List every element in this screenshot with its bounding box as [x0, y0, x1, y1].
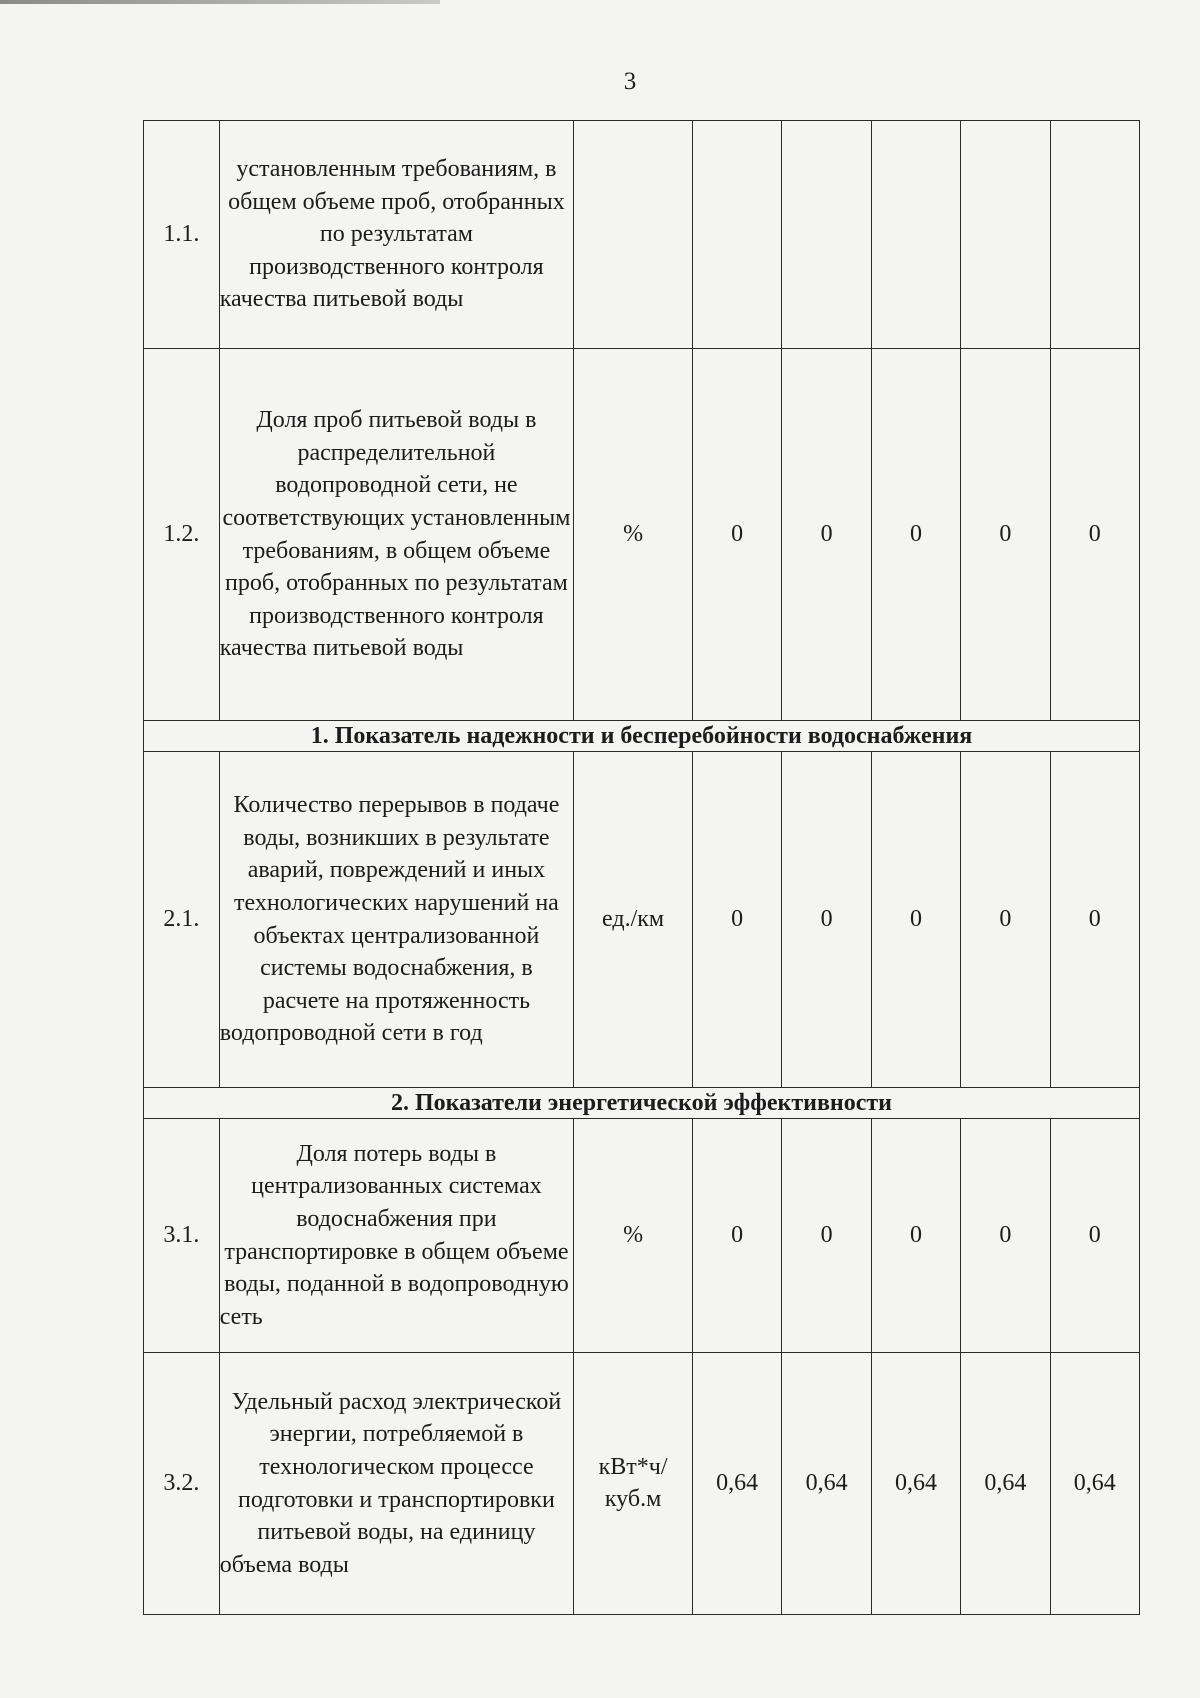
table-row — [144, 349, 1140, 721]
row-number: 1.1. — [144, 121, 220, 349]
indicator-text: Количество перерывов в подаче воды, возникших в результате аварий, повреждений и иных технологических нарушений на объектах централизованной системы водоснабжения, в расчете на протяженность водопроводной сети в год — [219, 752, 573, 1088]
section-row — [144, 721, 1140, 752]
table-row — [144, 1353, 1140, 1615]
value-cell: 0 — [961, 349, 1050, 721]
unit-cell — [574, 121, 693, 349]
value-cell: 0 — [1050, 752, 1139, 1088]
unit-cell: % — [574, 349, 693, 721]
value-cell: 0 — [1050, 1119, 1139, 1353]
value-cell — [1050, 121, 1139, 349]
value-cell: 0 — [871, 349, 960, 721]
indicators-table — [143, 120, 1140, 1615]
value-cell — [782, 121, 871, 349]
section-title: 2. Показатели энергетической эффективности — [144, 1088, 1140, 1119]
value-cell: 0 — [871, 752, 960, 1088]
unit-cell — [574, 1353, 693, 1615]
value-cell — [871, 121, 960, 349]
unit-line: куб.м — [604, 1486, 662, 1513]
unit-cell: ед./км — [574, 752, 693, 1088]
scan-edge — [0, 0, 440, 4]
unit-line: кВт*ч/ — [598, 1454, 668, 1481]
value-cell: 0 — [782, 752, 871, 1088]
value-cell: 0,64 — [961, 1353, 1050, 1615]
value-cell: 0 — [692, 1119, 781, 1353]
section-title: 1. Показатель надежности и бесперебойности водоснабжения — [144, 721, 1140, 752]
table-row — [144, 1119, 1140, 1353]
value-cell: 0 — [692, 752, 781, 1088]
indicator-text: установленным требованиям, в общем объеме проб, отобранных по результатам производственного контроля качества питьевой воды — [219, 121, 573, 349]
row-number: 3.1. — [144, 1119, 220, 1353]
value-cell: 0 — [961, 1119, 1050, 1353]
section-row — [144, 1088, 1140, 1119]
value-cell: 0 — [782, 1119, 871, 1353]
page-number: 3 — [623, 68, 637, 95]
value-cell — [961, 121, 1050, 349]
row-number: 2.1. — [144, 752, 220, 1088]
indicator-text: Удельный расход электрической энергии, потребляемой в технологическом процессе подготовки и транспортировки питьевой воды, на единицу объема воды — [219, 1353, 573, 1615]
value-cell: 0,64 — [1050, 1353, 1139, 1615]
value-cell — [692, 121, 781, 349]
table-row — [144, 752, 1140, 1088]
value-cell: 0 — [871, 1119, 960, 1353]
value-cell: 0,64 — [871, 1353, 960, 1615]
value-cell: 0,64 — [782, 1353, 871, 1615]
indicator-text: Доля проб питьевой воды в распределительной водопроводной сети, не соответствующих установленным требованиям, в общем объеме проб, отобранных по результатам производственного контроля качества питьевой воды — [219, 349, 573, 721]
row-number: 3.2. — [144, 1353, 220, 1615]
row-number: 1.2. — [144, 349, 220, 721]
value-cell: 0 — [692, 349, 781, 721]
value-cell: 0 — [782, 349, 871, 721]
value-cell: 0 — [961, 752, 1050, 1088]
indicator-text: Доля потерь воды в централизованных системах водоснабжения при транспортировке в общем объеме воды, поданной в водопроводную сеть — [219, 1119, 573, 1353]
value-cell: 0,64 — [692, 1353, 781, 1615]
value-cell: 0 — [1050, 349, 1139, 721]
unit-cell: % — [574, 1119, 693, 1353]
table-row — [144, 121, 1140, 349]
